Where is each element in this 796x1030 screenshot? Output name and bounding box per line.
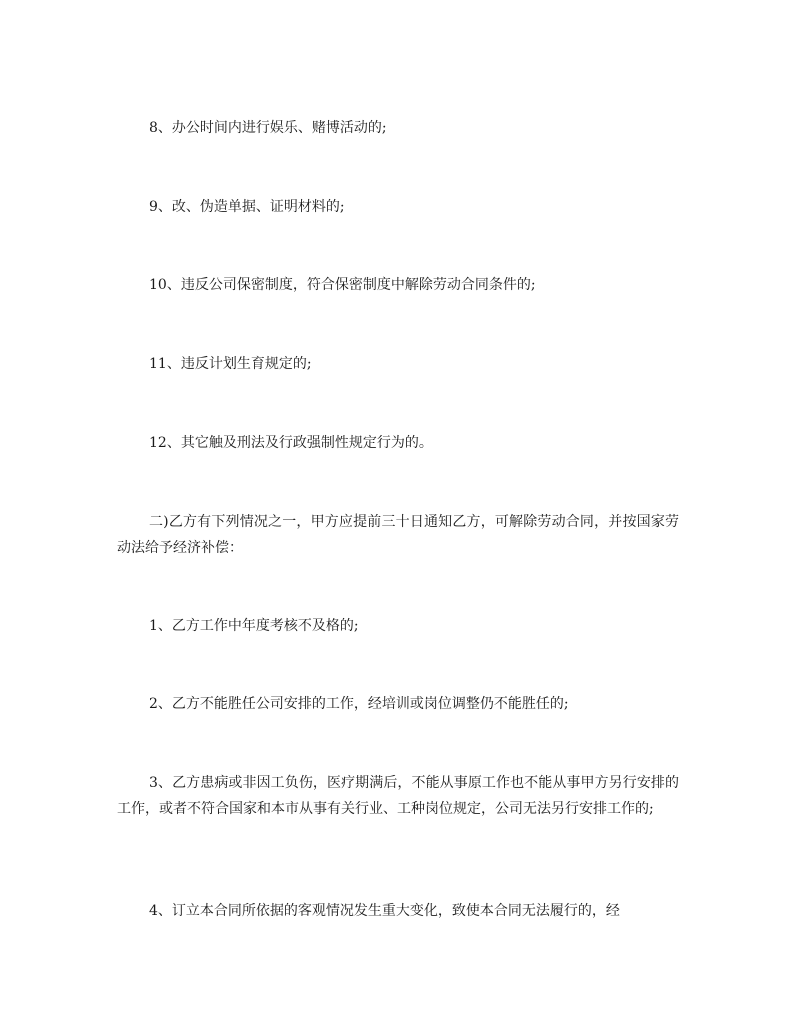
- paragraph-item-1: 1、乙方工作中年度考核不及格的;: [149, 618, 359, 634]
- paragraph-item-12: 12、其它触及刑法及行政强制性规定行为的。: [149, 435, 433, 451]
- paragraph-item-2: 2、乙方不能胜任公司安排的工作，经培训或岗位调整仍不能胜任的;: [149, 696, 569, 712]
- paragraph-item-10: 10、违反公司保密制度，符合保密制度中解除劳动合同条件的;: [149, 277, 536, 293]
- paragraph-item-8: 8、办公时间内进行娱乐、赌博活动的;: [149, 120, 387, 136]
- paragraph-item-3: 3、乙方患病或非因工负伤，医疗期满后，不能从事原工作也不能从事甲方另行安排的工作，或者不符合国家和本市从事有关行业、工种岗位规定，公司无法另行安排工作的;: [117, 775, 679, 817]
- paragraph-item-4: 4、订立本合同所依据的客观情况发生重大变化，致使本合同无法履行的，经: [149, 903, 620, 919]
- paragraph-item-9: 9、改、伪造单据、证明材料的;: [149, 199, 345, 215]
- paragraph-section-2: 二)乙方有下列情况之一，甲方应提前三十日通知乙方，可解除劳动合同，并按国家劳动法给予经济补偿：: [117, 514, 679, 556]
- paragraph-item-11: 11、违反计划生育规定的;: [149, 356, 312, 372]
